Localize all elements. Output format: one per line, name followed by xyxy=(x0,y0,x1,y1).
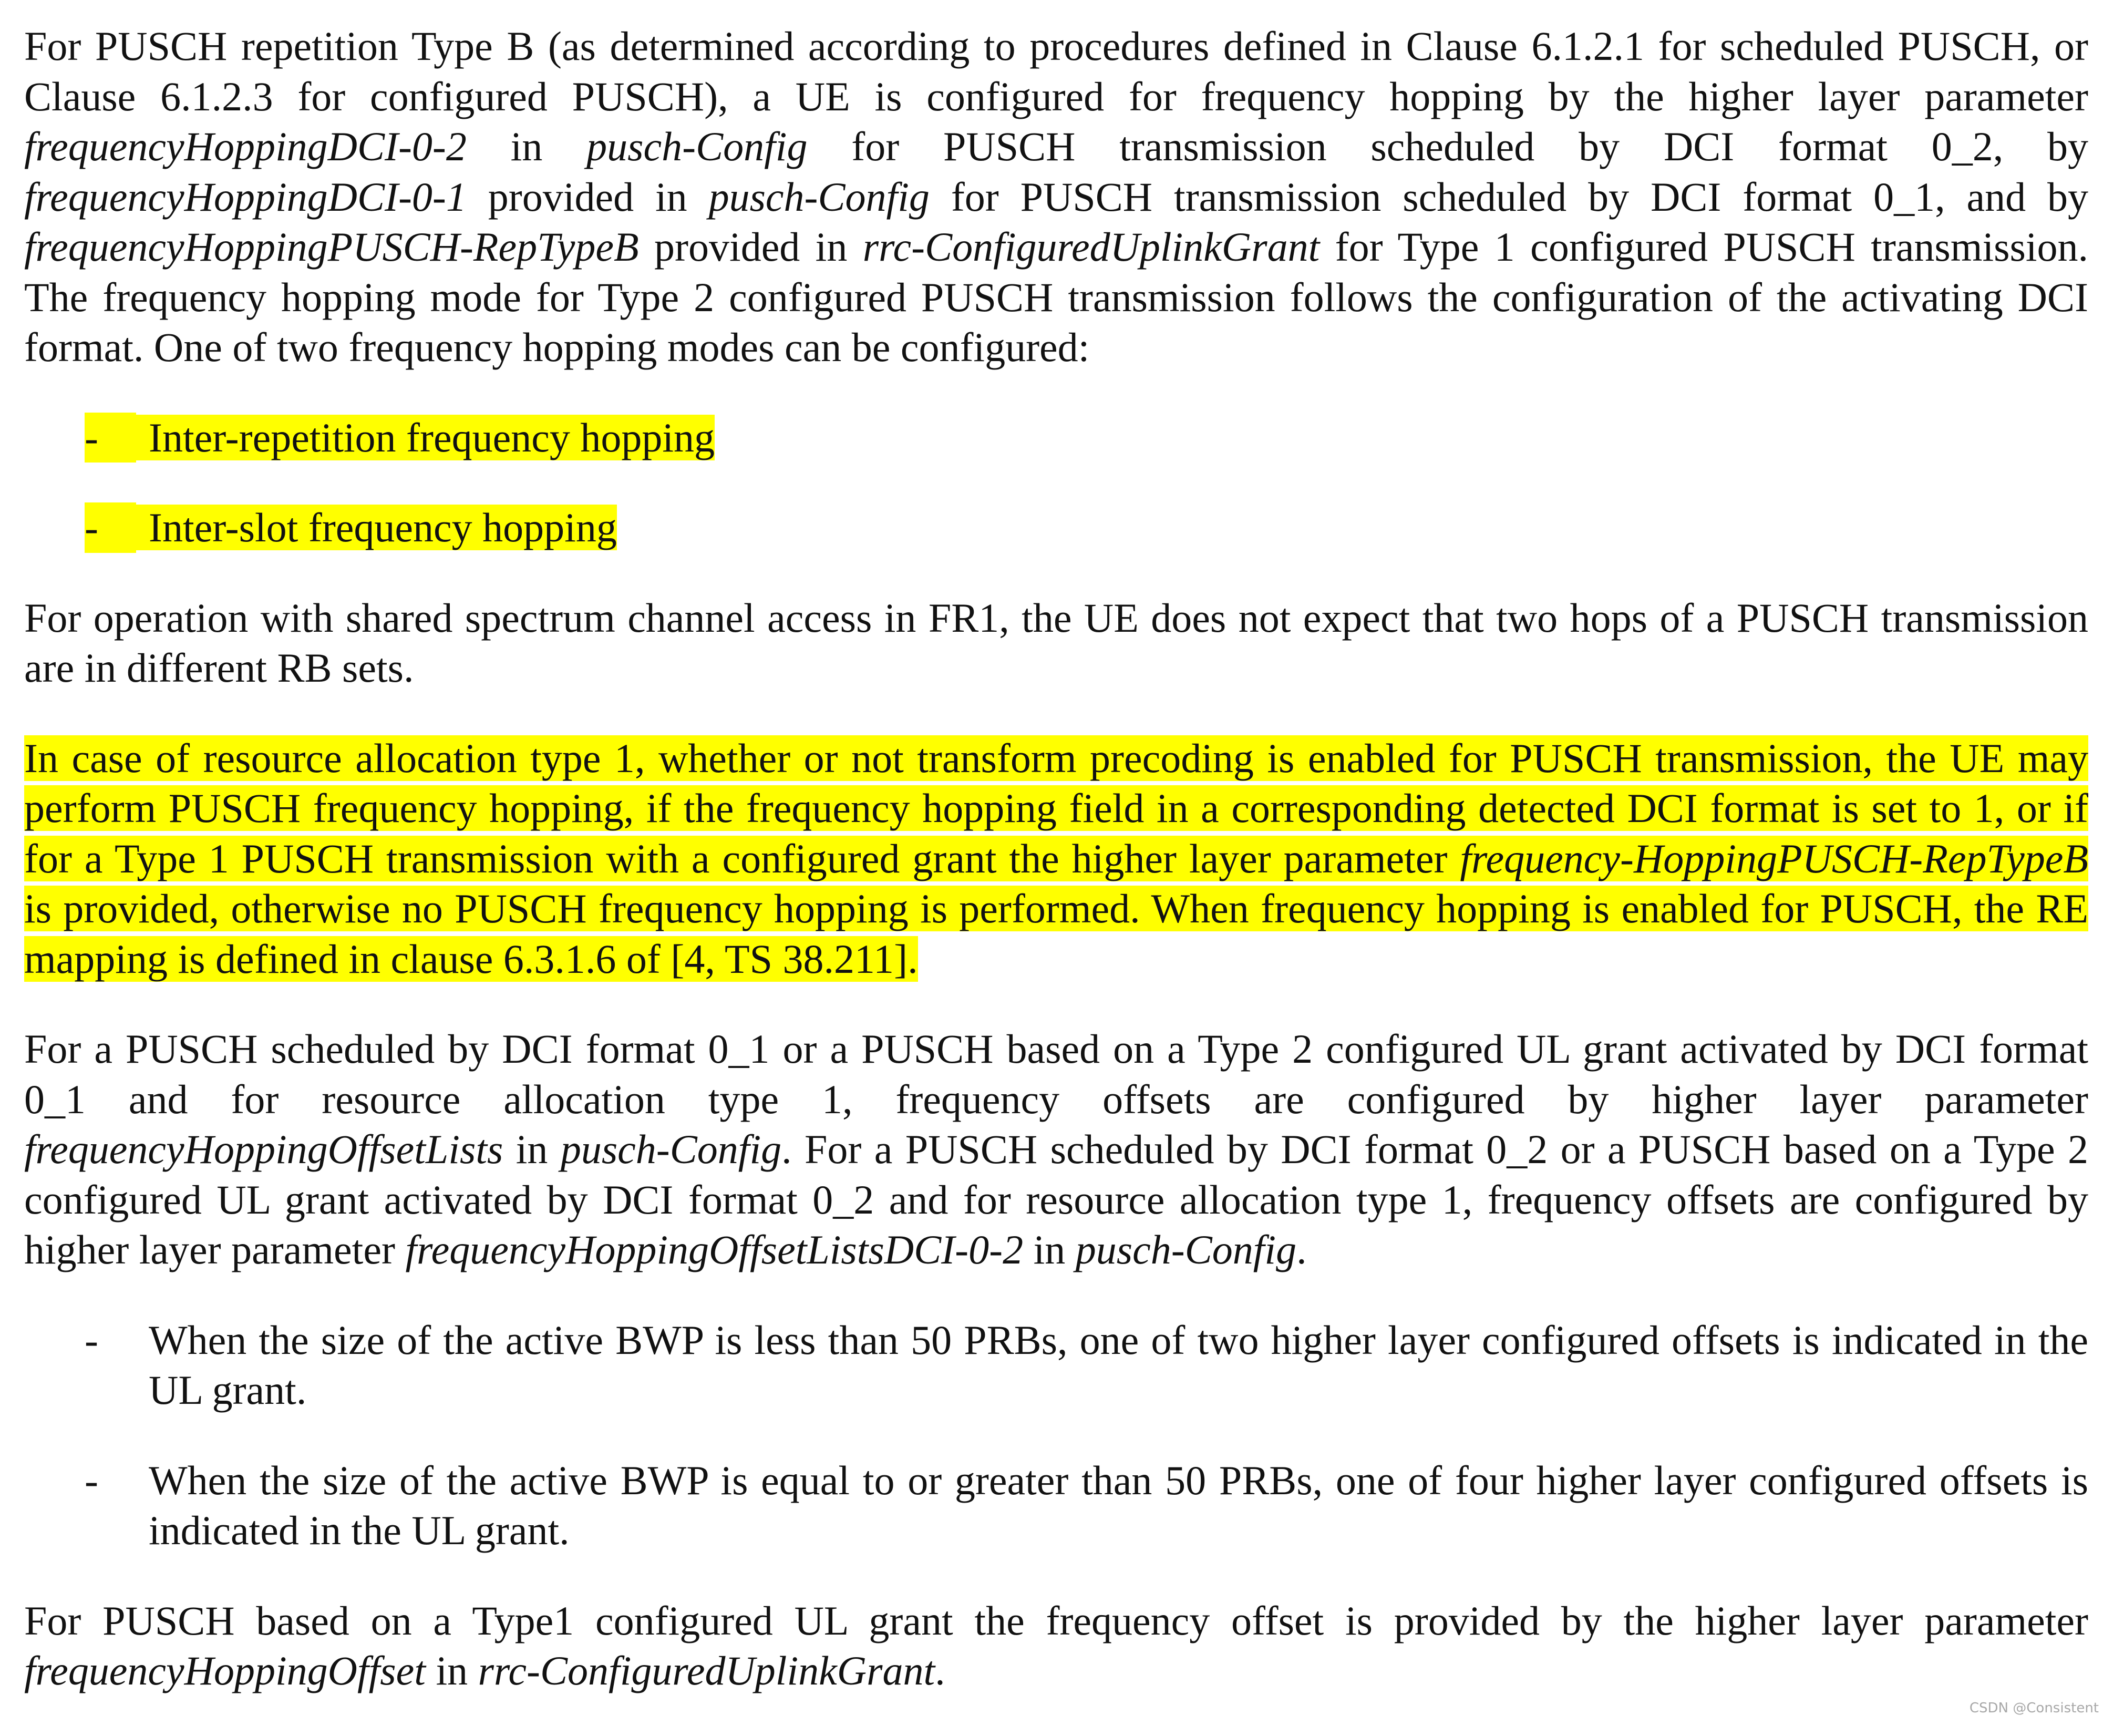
bullet-dash: - xyxy=(85,413,136,463)
text-segment: for Type 1 configured PUSCH transmission. The frequency hopping mode for Type 2 configured PUSCH transmission follows the configuration of the activating DCI format. One of two frequency hopping modes can be configured: xyxy=(24,224,2088,370)
bullet-dash: - xyxy=(85,502,136,553)
param-name: frequencyHoppingDCI-0-1 xyxy=(24,173,467,220)
param-name: frequencyHoppingOffsetListsDCI-0-2 xyxy=(405,1227,1024,1272)
bullet-dash: - xyxy=(85,1317,98,1363)
param-name: pusch-Config xyxy=(560,1126,782,1172)
param-name: frequencyHoppingPUSCH-RepTypeB xyxy=(24,224,639,270)
text-segment: for PUSCH transmission scheduled by DCI format 0_1, and by xyxy=(929,173,2089,220)
param-name: pusch-Config xyxy=(708,173,930,220)
param-name: frequencyHoppingOffset xyxy=(24,1648,426,1693)
highlighted-text xyxy=(24,735,2088,982)
text-segment: In case of resource allocation type 1, whether or not transform precoding is enabled for PUSCH transmission, the UE may perform PUSCH frequency hopping, if the frequency hopping field in a corresponding detected DCI format is set to 1, or if for a Type 1 PUSCH transmission with a configured grant the higher layer parameter xyxy=(24,735,2088,881)
text-segment: For a PUSCH scheduled by DCI format 0_1 or a PUSCH based on a Type 2 configured UL grant activated by DCI format 0_1 and for resource allocation type 1, frequency offsets are configured by higher layer parameter xyxy=(24,1026,2088,1122)
shared-spectrum-paragraph xyxy=(24,593,2088,693)
text-segment: in xyxy=(503,1126,561,1172)
text-segment: For operation with shared spectrum channel access in FR1, the UE does not expect that two hops of a PUSCH transmission are in different RB sets. xyxy=(24,594,2088,691)
text-segment: in xyxy=(1023,1227,1076,1272)
intro-paragraph xyxy=(24,21,2088,373)
param-name: rrc-ConfiguredUplinkGrant xyxy=(862,224,1320,270)
hopping-mode-item xyxy=(24,502,2088,553)
bwp-rule-item xyxy=(24,1315,2088,1415)
text-segment: in xyxy=(425,1648,478,1693)
watermark: CSDN @Consistent xyxy=(1969,1700,2099,1716)
bwp-rule-text: When the size of the active BWP is equal to or greater than 50 PRBs, one of four higher layer configured offsets is indicated in the UL grant. xyxy=(149,1457,2088,1553)
text-segment: For PUSCH based on a Type1 configured UL grant the frequency offset is provided by the higher layer parameter xyxy=(24,1597,2088,1643)
text-segment: provided in xyxy=(638,224,863,270)
offsets-paragraph xyxy=(24,1024,2088,1275)
bwp-rule-item xyxy=(24,1455,2088,1556)
bwp-rule-text: When the size of the active BWP is less than 50 PRBs, one of two higher layer configured offsets is indicated in the UL grant. xyxy=(149,1317,2088,1413)
text-segment: . xyxy=(1296,1227,1307,1272)
text-segment: in xyxy=(466,124,587,169)
hopping-mode-label: Inter-repetition frequency hopping xyxy=(122,415,715,460)
param-name: frequencyHoppingOffsetLists xyxy=(24,1126,503,1172)
bullet-dash: - xyxy=(85,1457,98,1503)
param-name: pusch-Config xyxy=(1075,1227,1297,1272)
text-segment: . For a PUSCH scheduled by DCI format 0_2 or a PUSCH based on a Type 2 configured UL grant activated by DCI format 0_2 and for resource allocation type 1, frequency offsets are configured by higher layer parameter xyxy=(24,1126,2089,1272)
spec-document xyxy=(24,21,2088,1736)
hopping-mode-label: Inter-slot frequency hopping xyxy=(122,505,617,550)
text-segment: is provided, otherwise no PUSCH frequency hopping is performed. When frequency hopping is enabled for PUSCH, the RE mapping is defined in clause 6.3.1.6 of [4, TS 38.211]. xyxy=(24,886,2088,982)
text-segment: . xyxy=(935,1648,945,1693)
param-name: pusch-Config xyxy=(586,124,808,169)
text-segment: For PUSCH repetition Type B (as determined according to procedures defined in Clause 6.1.2.1 for scheduled PUSCH, or Clause 6.1.2.3 for configured PUSCH), a UE is configured for frequency hopping by the higher layer parameter xyxy=(24,23,2088,119)
text-segment: for PUSCH transmission scheduled by DCI format 0_2, by xyxy=(807,124,2088,169)
param-name: frequencyHoppingDCI-0-2 xyxy=(24,124,467,169)
type1-offset-paragraph xyxy=(24,1596,2088,1696)
resource-allocation-paragraph xyxy=(24,733,2088,984)
hopping-mode-item xyxy=(24,413,2088,463)
param-name: rrc-ConfiguredUplinkGrant xyxy=(478,1648,935,1693)
param-name: frequency-HoppingPUSCH-RepTypeB xyxy=(1460,835,2088,881)
text-segment: provided in xyxy=(466,173,709,220)
